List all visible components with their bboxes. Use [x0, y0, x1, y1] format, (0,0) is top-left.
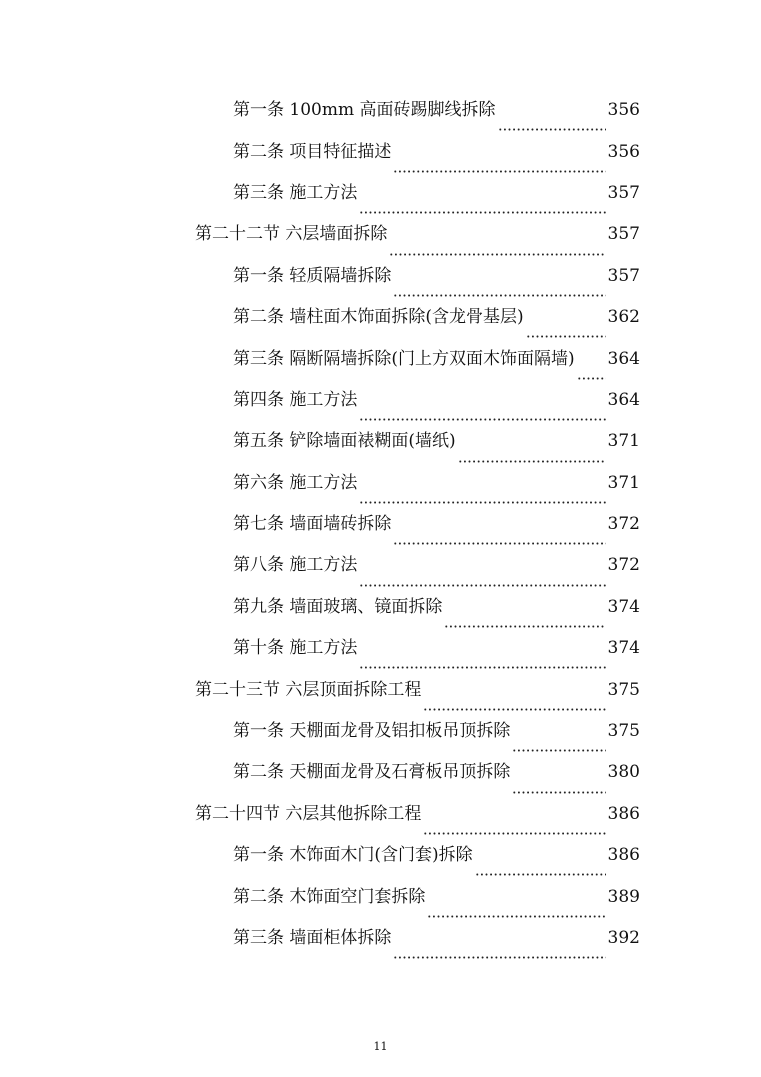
toc-entry-title: 第二条 木饰面空门套拆除	[233, 886, 426, 907]
toc-entry-title: 第一条 天棚面龙骨及铝扣板吊顶拆除	[233, 721, 511, 742]
toc-entry-title: 第二十二节 六层墙面拆除	[195, 224, 388, 245]
toc-entry-page: 371	[607, 431, 640, 452]
toc-entry-title: 第一条 轻质隔墙拆除	[233, 265, 392, 286]
toc-entry-title: 第十条 施工方法	[233, 638, 358, 659]
toc-entry-title: 第八条 施工方法	[233, 555, 358, 576]
toc-entry-page: 372	[607, 514, 640, 535]
page-number: 11	[373, 1040, 388, 1053]
toc-entry[interactable]	[0, 545, 761, 586]
toc-entry[interactable]	[0, 131, 761, 172]
toc-entry[interactable]	[0, 628, 761, 669]
toc-entry-page: 364	[607, 348, 640, 369]
toc-entry-page: 386	[607, 803, 640, 824]
toc-entry[interactable]	[0, 421, 761, 462]
toc-leader-dots	[393, 159, 605, 173]
toc-entry-page: 374	[607, 596, 640, 617]
toc-entry-page: 374	[607, 638, 640, 659]
toc-leader-dots	[427, 904, 605, 918]
toc-leader-dots	[512, 780, 605, 794]
toc-entry[interactable]	[0, 380, 761, 421]
toc-entry[interactable]	[0, 90, 761, 131]
toc-entry-page: 357	[607, 182, 640, 203]
table-of-contents	[0, 90, 761, 959]
toc-entry-page: 389	[607, 886, 640, 907]
toc-entry-title: 第一条 木饰面木门(含门套)拆除	[233, 845, 473, 866]
toc-leader-dots	[475, 862, 606, 876]
toc-leader-dots	[393, 531, 605, 545]
toc-entry-title: 第二十四节 六层其他拆除工程	[195, 803, 422, 824]
toc-entry-title: 第六条 施工方法	[233, 472, 358, 493]
toc-leader-dots	[577, 366, 606, 380]
toc-entry-page: 362	[607, 307, 640, 328]
toc-leader-dots	[393, 283, 605, 297]
toc-entry[interactable]	[0, 297, 761, 338]
toc-entry[interactable]	[0, 835, 761, 876]
toc-leader-dots	[458, 449, 606, 463]
toc-leader-dots	[359, 407, 605, 421]
toc-entry-title: 第三条 墙面柜体拆除	[233, 928, 392, 948]
toc-entry-page: 372	[607, 555, 640, 576]
toc-entry-title: 第二十三节 六层顶面拆除工程	[195, 679, 422, 700]
toc-entry-title: 第一条 100mm 高面砖踢脚线拆除	[233, 100, 496, 121]
toc-entry-page: 357	[607, 265, 640, 286]
toc-leader-dots	[526, 324, 606, 338]
toc-leader-dots	[393, 945, 605, 959]
toc-entry-title: 第二条 墙柱面木饰面拆除(含龙骨基层)	[233, 307, 524, 328]
toc-entry-page: 375	[607, 679, 640, 700]
toc-leader-dots	[359, 655, 605, 669]
toc-leader-dots	[359, 490, 605, 504]
toc-leader-dots	[359, 200, 605, 214]
toc-entry[interactable]	[0, 338, 761, 379]
toc-leader-dots	[444, 614, 605, 628]
toc-entry[interactable]	[0, 918, 761, 959]
toc-entry-page: 356	[607, 100, 640, 121]
toc-entry-page: 392	[607, 928, 640, 948]
toc-leader-dots	[512, 738, 605, 752]
toc-entry-page: 357	[607, 224, 640, 245]
toc-entry[interactable]	[0, 711, 761, 752]
toc-entry[interactable]	[0, 876, 761, 917]
toc-entry[interactable]	[0, 463, 761, 504]
toc-entry-page: 380	[607, 762, 640, 783]
toc-entry-title: 第九条 墙面玻璃、镜面拆除	[233, 596, 443, 617]
toc-entry[interactable]	[0, 752, 761, 793]
toc-entry[interactable]	[0, 504, 761, 545]
toc-entry-page: 386	[607, 845, 640, 866]
toc-entry-page: 375	[607, 721, 640, 742]
toc-entry-title: 第七条 墙面墙砖拆除	[233, 514, 392, 535]
toc-leader-dots	[498, 117, 606, 131]
toc-section-entry[interactable]	[0, 669, 761, 710]
toc-entry-page: 371	[607, 472, 640, 493]
toc-leader-dots	[423, 697, 605, 711]
toc-section-entry[interactable]	[0, 794, 761, 835]
toc-entry[interactable]	[0, 256, 761, 297]
toc-entry[interactable]	[0, 587, 761, 628]
toc-entry-page: 356	[607, 141, 640, 162]
toc-section-entry[interactable]	[0, 214, 761, 255]
toc-entry-title: 第三条 隔断隔墙拆除(门上方双面木饰面隔墙)	[233, 348, 575, 369]
toc-entry-page: 364	[607, 389, 640, 410]
toc-leader-dots	[389, 242, 605, 256]
toc-entry-title: 第二条 项目特征描述	[233, 141, 392, 162]
toc-entry-title: 第四条 施工方法	[233, 389, 358, 410]
toc-entry[interactable]	[0, 173, 761, 214]
toc-entry-title: 第五条 铲除墙面裱糊面(墙纸)	[233, 431, 456, 452]
toc-entry-title: 第二条 天棚面龙骨及石膏板吊顶拆除	[233, 762, 511, 783]
toc-entry-title: 第三条 施工方法	[233, 182, 358, 203]
toc-leader-dots	[359, 573, 605, 587]
toc-leader-dots	[423, 821, 605, 835]
